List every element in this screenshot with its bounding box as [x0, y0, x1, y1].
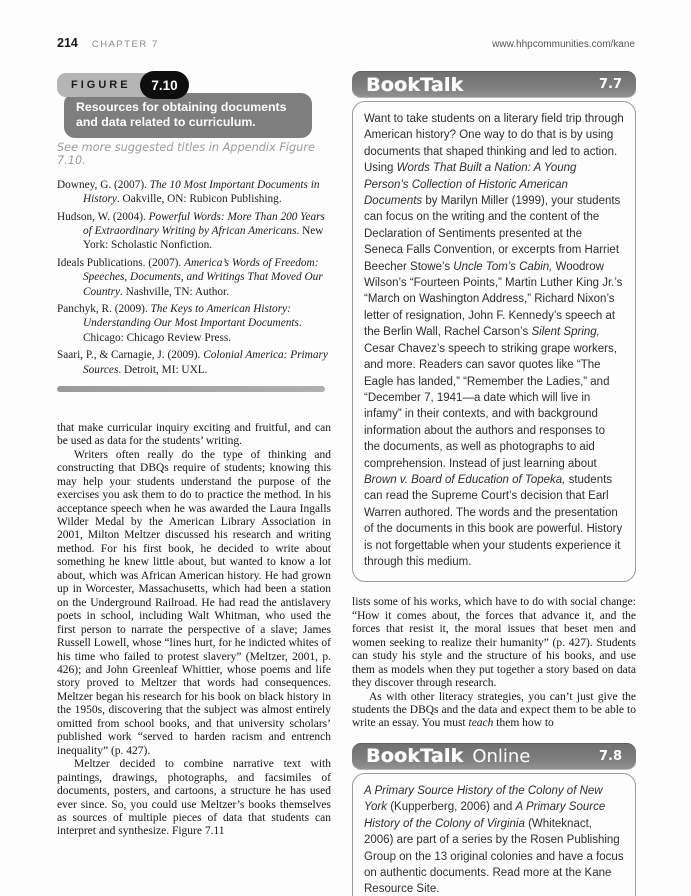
booktalk-title: BookTalk — [366, 73, 464, 96]
body-paragraph: As with other literacy strategies, you can’t just give the students the DBQs and the data and expect them to be able to write an essay. You must teach them how to — [352, 690, 636, 730]
reference-item: Downey, G. (2007). The 10 Most Important Documents in History. Oakville, ON: Rubicon Publishing. — [57, 179, 320, 206]
reference-item: Hudson, W. (2004). Powerful Words: More Than 200 Years of Extraordinary Writing by African Americans. New York: Scholastic Nonfiction. — [57, 210, 325, 252]
booktalk-online-bar — [352, 743, 636, 770]
figure-note: See more suggested titles in Appendix Figure 7.10. — [57, 141, 315, 167]
body-paragraph: Meltzer decided to combine narrative text with paintings, drawings, photographs, and facsimiles of documents, posters, and cartoons, a structure he has used ever since. So, you could use Meltzer’s books themselves as sources of multiple pieces of data that students can interpret and synthesize. Figure 7.11 — [57, 758, 331, 838]
booktalk-number: 7.8 — [598, 748, 622, 764]
reference-item: Panchyk, R. (2009). The Keys to American History: Understanding Our Most Important Documents. Chicago: Chicago Review Press. — [57, 303, 302, 344]
chapter-label: CHAPTER 7 — [91, 39, 159, 50]
website-url: www.hhpcommunities.com/kane — [492, 39, 635, 50]
reference-list — [57, 178, 331, 377]
booktalk-subtitle: Online — [472, 745, 531, 767]
figure-caption-box — [64, 93, 312, 138]
figure-tab-label: FIGURE — [71, 79, 131, 91]
reference-item: Saari, P., & Carnagie, J. (2009). Colonial America: Primary Sources. Detroit, MI: UXL. — [57, 349, 328, 376]
figure-number-pill — [140, 71, 189, 99]
booktalk-box: Want to take students on a literary field trip through American history? One way to do that is by using documents that shaped thinking and led to action. Using Words That Built a Nation: A Young Person’s Collection of Historic American Documents by Marilyn Miller (1999), your students can focus on the writing and the content of the Declaration of Sentiments presented at the Seneca Falls Convention, or excerpts from Harriet Beecher Stowe’s Uncle Tom’s Cabin, Woodrow Wilson’s “Fourteen Points,” Martin Luther King Jr.’s “March on Washington Address,” Richard Nixon’s letter of resignation, John F. Kennedy’s speech at the Berlin Wall, Rachel Carson’s Silent Spring, Cesar Chavez’s speech to striking grape workers, and more. Readers can savor quotes like “The Eagle has landed,” “Remember the Ladies,” and “December 7, 1941—a date which will live in infamy” in their contexts, and with background information about the authors and responses to the documents, as well as photographs to aid comprehension. Instead of just learning about Brown v. Board of Education of Topeka, students can read the Supreme Court’s decision that Earl Warren authored. The words and the presentation of the documents in this book are powerful. History is not forgettable when your students experience it through this medium. — [352, 101, 636, 582]
booktalk-number: 7.7 — [598, 77, 622, 92]
body-paragraph: that make curricular inquiry exciting and fruitful, and can be used as data for the students’ writing. — [57, 421, 331, 448]
figure-header — [57, 71, 331, 130]
body-paragraph: Writers often really do the type of thinking and constructing that DBQs require of students; knowing this may help your students understand the purpose of the exercises you ask them to do to practice the method. In his acceptance speech when he was awarded the Laura Ingalls Wilder Medal by the American Library Association in 2001, Milton Meltzer discussed his research and writing method. For his first book, he decided to write about something he knew little about, but wanted to know a lot about, which was African American history. He had grown up in Worcester, Massachusetts, which had been a station on the Underground Railroad. He had read the antislavery poets in school, including Walt Whitman, who used the first person to narrate the perspective of a slave; James Russell Lowell, whose “lines hurt, for he indicted whites of his time who failed to protest slavery” (Meltzer, 2001, p. 426); and John Greenleaf Whittier, whose poems and life story proved to Meltzer that words had consequences. Meltzer began his research for his book on black history in the 1950s, discovering that the subject was almost entirely omitted from school books, and that university scholars’ published work “served to harden racism and entrench inequality” (p. 427). — [57, 448, 331, 757]
page-header — [57, 36, 635, 50]
figure-number: 7.10 — [151, 77, 178, 93]
reference-item: Ideals Publications. (2007). America’s Words of Freedom: Speeches, Documents, and Writings That Moved Our Country. Nashville, TN: Author. — [57, 257, 323, 298]
booktalk-title: BookTalk — [366, 745, 464, 768]
right-body-text — [352, 596, 636, 731]
right-column — [352, 71, 636, 896]
booktalk-online-box: A Primary Source History of the Colony of New York (Kupperberg, 2006) and A Primary Source History of the Colony of Virginia (Whiteknact, 2006) are part of a series by the Rosen Publishing Group on the 13 original colonies and have a focus on authentic documents. Read more at the Kane Resource Site. — [352, 773, 636, 896]
booktalk-bar — [352, 71, 636, 98]
left-column — [57, 71, 331, 839]
left-body-text — [57, 422, 331, 839]
section-divider — [57, 386, 325, 392]
body-paragraph: lists some of his works, which have to do with social change: “How it comes about, the forces that advance it, and the forces that resist it, the moral issues that beset men and women seeking to realize their humanity” (p. 427). Students can study his style and the structure of his books, and use them as models when they put together a story based on data they discover through research. — [352, 596, 636, 690]
figure-caption: Resources for obtaining documents and data related to curriculum. — [76, 100, 287, 129]
page-number: 214 — [57, 36, 78, 50]
